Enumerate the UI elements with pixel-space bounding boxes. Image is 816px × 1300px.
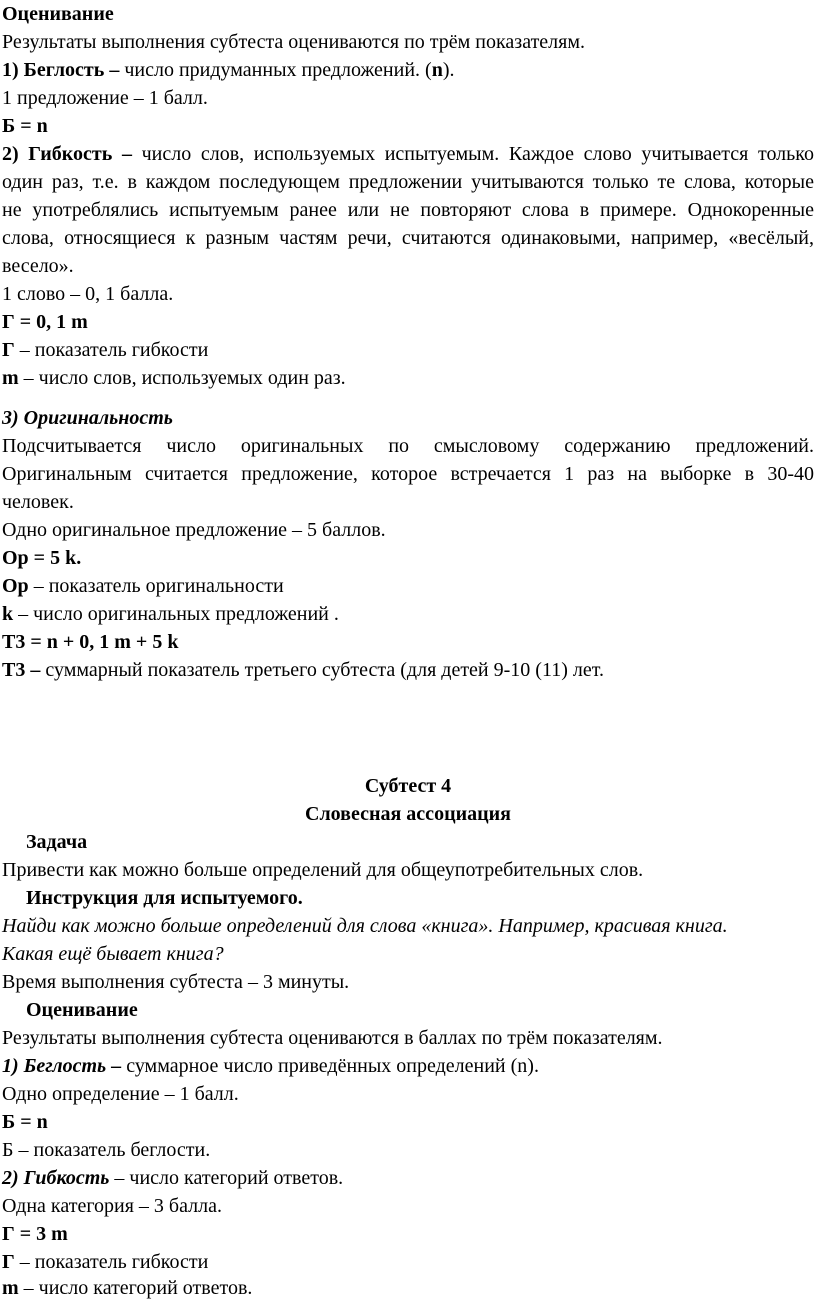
s2-fluency-line <box>2 1054 814 1078</box>
subtest-title <box>0 774 816 798</box>
var-label: Г <box>2 339 15 361</box>
flexibility-line-1 <box>2 142 814 166</box>
flexibility-line-2: один раз, т.е. в каждом последующем предложении учитываются только те слова, которые <box>2 171 814 193</box>
intro-paragraph: Результаты выполнения субтеста оцениваются по трём показателям. <box>2 31 586 53</box>
s2-fluency-formula <box>2 1110 814 1134</box>
originality-heading <box>2 406 814 430</box>
fluency-var: n <box>431 59 443 81</box>
originality-line-2: Оригинальным считается предложение, которое встречается 1 раз на выборке в 30-40 <box>2 463 814 485</box>
flexibility-line-4: слова, относящиеся к разным частям речи, считаются одинаковыми, например, «весёлый, <box>2 227 814 249</box>
s2-flexibility-m-def <box>2 1276 814 1300</box>
s2-flexibility-formula <box>2 1222 814 1246</box>
flexibility-score: 1 слово – 0, 1 балла. <box>2 283 174 305</box>
fluency-text: суммарное число приведённых определений (n). <box>121 1055 539 1077</box>
flexibility-text: число слов, используемых испытуемым. Каждое слово учитывается только <box>131 143 814 165</box>
heading-text: Оценивание <box>2 3 114 25</box>
fluency-line <box>2 58 814 82</box>
instruction-line-2 <box>2 942 814 966</box>
s2-flexibility-score: Одна категория – 3 балла. <box>2 1195 222 1217</box>
instruction-text: Найди как можно больше определений для слова «книга». Например, красивая книга. <box>2 915 728 937</box>
flexibility-line-3: не употреблялись испытуемым ранее или не повторяют слова в примере. Однокоренные <box>2 199 814 221</box>
time-limit: Время выполнения субтеста – 3 минуты. <box>2 971 350 993</box>
eval-intro: Результаты выполнения субтеста оцениваются в баллах по трём показателям. <box>2 1027 663 1049</box>
title-text: Субтест 4 <box>364 775 452 797</box>
var-label: k <box>2 603 14 625</box>
fluency-label: 1) Беглость – <box>2 1055 122 1077</box>
fluency-formula <box>2 114 814 138</box>
var-text: суммарный показатель третьего субтеста (для детей 9-10 (11) лет. <box>40 659 604 681</box>
formula-text: Ор = 5 k. <box>2 547 82 569</box>
formula-text: Г = 0, 1 m <box>2 311 88 333</box>
flexibility-g-def <box>2 338 814 362</box>
s2-flexibility-g-def <box>2 1250 814 1274</box>
var-label: m <box>2 367 19 389</box>
formula-text: Б = n <box>2 1111 48 1133</box>
flexibility-label: 2) Гибкость – <box>2 143 132 165</box>
s2-fluency-desc: Б – показатель беглости. <box>2 1139 211 1161</box>
flexibility-formula <box>2 310 814 334</box>
task-text: Привести как можно больше определений для общеупотребительных слов. <box>2 859 644 881</box>
var-label: Г <box>2 1251 15 1273</box>
var-label: m <box>2 1277 19 1299</box>
originality-op-def <box>2 574 814 598</box>
fluency-label: 1) Беглость – <box>2 59 120 81</box>
fluency-end: ). <box>442 59 455 81</box>
flexibility-line-5: весело». <box>2 255 74 277</box>
formula-text: Б = n <box>2 115 48 137</box>
section-heading <box>2 2 814 26</box>
var-text: – число слов, используемых один раз. <box>18 367 346 389</box>
instruction-heading <box>26 886 816 910</box>
var-label: Т3 – <box>2 659 41 681</box>
originality-score: Одно оригинальное предложение – 5 баллов. <box>2 519 386 541</box>
var-text: – показатель оригинальности <box>28 575 284 597</box>
flexibility-text: – число категорий ответов. <box>109 1167 344 1189</box>
s2-fluency-score: Одно определение – 1 балл. <box>2 1083 239 1105</box>
flexibility-label: 2) Гибкость <box>2 1167 110 1189</box>
var-label: Ор <box>2 575 29 597</box>
heading-text: Инструкция для испытуемого. <box>26 887 303 909</box>
var-text: – показатель гибкости <box>14 1251 209 1273</box>
var-text: – число категорий ответов. <box>18 1277 253 1299</box>
formula-text: Г = 3 m <box>2 1223 68 1245</box>
eval-heading <box>26 998 816 1022</box>
originality-line-3: человек. <box>2 491 74 513</box>
flexibility-m-def <box>2 366 814 390</box>
instruction-line-1 <box>2 914 814 938</box>
heading-text: Задача <box>26 831 88 853</box>
var-text: – число оригинальных предложений . <box>13 603 339 625</box>
originality-label: 3) Оригинальность <box>2 407 173 429</box>
fluency-score: 1 предложение – 1 балл. <box>2 87 208 109</box>
heading-text: Оценивание <box>26 999 138 1021</box>
subtitle-text: Словесная ассоциация <box>305 803 511 825</box>
originality-line-1: Подсчитывается число оригинальных по смысловому содержанию предложений. <box>2 435 814 457</box>
formula-text: Т3 = n + 0, 1 m + 5 k <box>2 631 179 653</box>
subtest-subtitle <box>0 802 816 826</box>
instruction-text: Какая ещё бывает книга? <box>2 943 224 965</box>
s2-flexibility-line <box>2 1166 814 1190</box>
total-formula <box>2 630 814 654</box>
fluency-text: число придуманных предложений. ( <box>119 59 432 81</box>
total-def <box>2 658 814 682</box>
originality-formula <box>2 546 814 570</box>
originality-k-def <box>2 602 814 626</box>
task-heading <box>26 830 816 854</box>
var-text: – показатель гибкости <box>14 339 209 361</box>
